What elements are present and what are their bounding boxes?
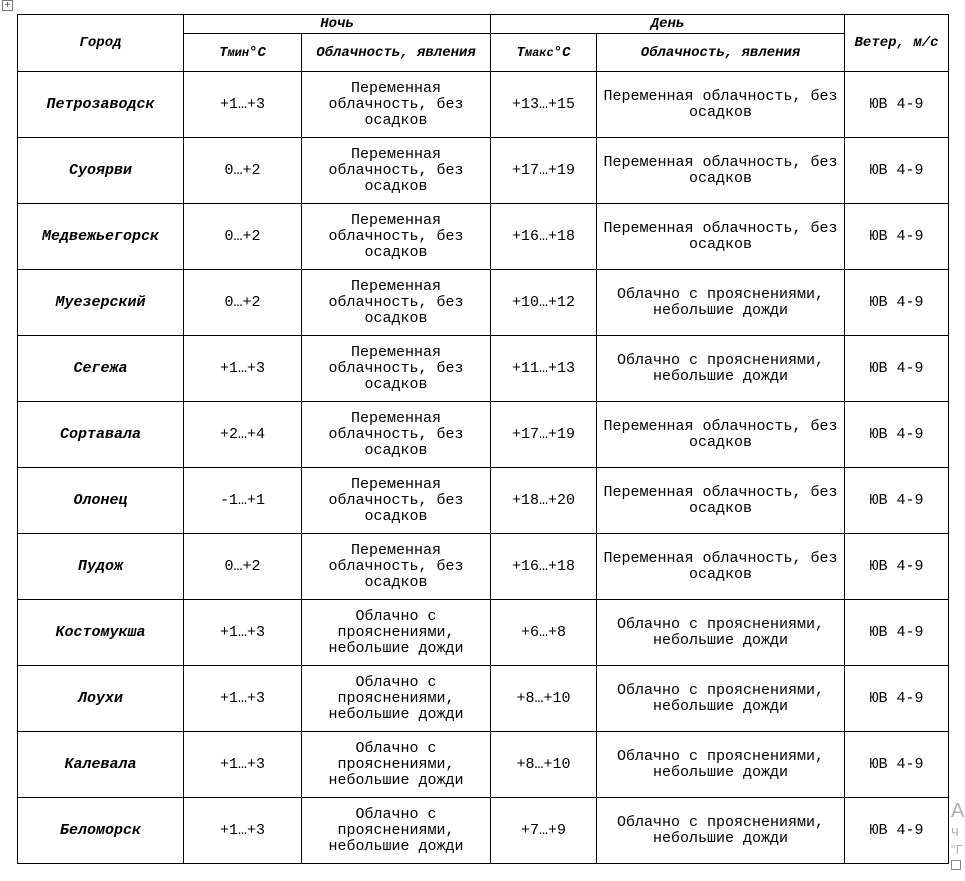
cell-day-cloud: Облачно с прояснениями, небольшие дожди [597,666,845,732]
cell-day-cloud: Облачно с прояснениями, небольшие дожди [597,600,845,666]
cell-wind: ЮВ 4-9 [845,336,949,402]
header-tmax-sub: макс [524,45,554,60]
table-row [18,732,949,798]
header-row-top [18,15,949,34]
cell-wind: ЮВ 4-9 [845,204,949,270]
cell-wind: ЮВ 4-9 [845,666,949,732]
cell-tmin: +2…+4 [184,402,302,468]
cell-tmax: +17…+19 [491,138,597,204]
cell-tmax: +17…+19 [491,402,597,468]
cell-night-cloud: Переменная облачность, без осадков [302,270,491,336]
cell-city: Олонец [18,468,184,534]
header-city: Город [18,15,184,72]
cell-night-cloud: Переменная облачность, без осадков [302,402,491,468]
edge-mark-quote: "Г [951,842,963,857]
cell-tmax: +16…+18 [491,204,597,270]
table-row [18,204,949,270]
cell-tmin: +1…+3 [184,666,302,732]
header-day-cloud: Облачность, явления [597,34,845,72]
cell-night-cloud: Переменная облачность, без осадков [302,534,491,600]
cell-tmin: 0…+2 [184,534,302,600]
cell-day-cloud: Переменная облачность, без осадков [597,534,845,600]
cell-night-cloud: Облачно с прояснениями, небольшие дожди [302,732,491,798]
cell-city: Сортавала [18,402,184,468]
cell-day-cloud: Переменная облачность, без осадков [597,204,845,270]
cell-tmin: +1…+3 [184,798,302,864]
cell-wind: ЮВ 4-9 [845,798,949,864]
cell-day-cloud: Переменная облачность, без осадков [597,402,845,468]
cell-night-cloud: Облачно с прояснениями, небольшие дожди [302,798,491,864]
cell-wind: ЮВ 4-9 [845,468,949,534]
cell-city: Калевала [18,732,184,798]
cell-tmin: +1…+3 [184,72,302,138]
header-tmax-prefix: Т [516,44,525,61]
cell-tmax: +7…+9 [491,798,597,864]
header-tmax-unit: °С [553,44,571,61]
table-row [18,534,949,600]
header-wind: Ветер, м/с [845,15,949,72]
cell-tmax: +8…+10 [491,732,597,798]
cell-night-cloud: Переменная облачность, без осадков [302,336,491,402]
cell-day-cloud: Облачно с прояснениями, небольшие дожди [597,732,845,798]
table-move-handle-icon[interactable]: + [2,0,13,11]
forecast-table [17,14,949,864]
cell-city: Сегежа [18,336,184,402]
cell-wind: ЮВ 4-9 [845,600,949,666]
cell-city: Петрозаводск [18,72,184,138]
cell-city: Суоярви [18,138,184,204]
cell-wind: ЮВ 4-9 [845,72,949,138]
cell-day-cloud: Облачно с прояснениями, небольшие дожди [597,798,845,864]
cell-tmin: +1…+3 [184,336,302,402]
cell-city: Пудож [18,534,184,600]
table-row [18,336,949,402]
table-row [18,600,949,666]
cell-day-cloud: Переменная облачность, без осадков [597,468,845,534]
table-row [18,402,949,468]
table-row [18,270,949,336]
cell-wind: ЮВ 4-9 [845,138,949,204]
cell-tmax: +10…+12 [491,270,597,336]
edge-artifacts [951,800,965,881]
cell-city: Костомукша [18,600,184,666]
cell-night-cloud: Переменная облачность, без осадков [302,204,491,270]
cell-tmin: 0…+2 [184,138,302,204]
table-row [18,798,949,864]
table-row [18,72,949,138]
cell-tmax: +16…+18 [491,534,597,600]
cell-tmin: +1…+3 [184,732,302,798]
cell-day-cloud: Облачно с прояснениями, небольшие дожди [597,336,845,402]
cell-day-cloud: Переменная облачность, без осадков [597,138,845,204]
forecast-table-body [18,72,949,864]
header-tmin-sub: мин [227,45,250,60]
edge-resize-handle-icon[interactable] [951,860,961,870]
header-day: День [491,15,845,34]
cell-wind: ЮВ 4-9 [845,270,949,336]
cell-tmin: -1…+1 [184,468,302,534]
header-night: Ночь [184,15,491,34]
cell-city: Беломорск [18,798,184,864]
header-tmin [184,34,302,72]
cell-night-cloud: Облачно с прояснениями, небольшие дожди [302,666,491,732]
table-row [18,468,949,534]
cell-tmin: +1…+3 [184,600,302,666]
cell-night-cloud: Переменная облачность, без осадков [302,72,491,138]
cell-tmax: +13…+15 [491,72,597,138]
cell-day-cloud: Переменная облачность, без осадков [597,72,845,138]
header-tmax [491,34,597,72]
cell-wind: ЮВ 4-9 [845,402,949,468]
cell-city: Медвежьегорск [18,204,184,270]
cell-night-cloud: Облачно с прояснениями, небольшие дожди [302,600,491,666]
cell-city: Муезерский [18,270,184,336]
cell-tmax: +11…+13 [491,336,597,402]
cell-tmax: +8…+10 [491,666,597,732]
cell-wind: ЮВ 4-9 [845,534,949,600]
cell-day-cloud: Облачно с прояснениями, небольшие дожди [597,270,845,336]
edge-mark-ch: ч [951,823,959,840]
header-tmin-unit: °С [249,44,266,61]
cell-tmax: +18…+20 [491,468,597,534]
cell-night-cloud: Переменная облачность, без осадков [302,138,491,204]
header-night-cloud: Облачность, явления [302,34,491,72]
header-tmin-prefix: Т [219,44,228,61]
cell-city: Лоухи [18,666,184,732]
cell-night-cloud: Переменная облачность, без осадков [302,468,491,534]
cell-tmax: +6…+8 [491,600,597,666]
cell-wind: ЮВ 4-9 [845,732,949,798]
table-row [18,666,949,732]
table-row [18,138,949,204]
cell-tmin: 0…+2 [184,204,302,270]
cell-tmin: 0…+2 [184,270,302,336]
edge-mark-a: A [951,800,965,822]
